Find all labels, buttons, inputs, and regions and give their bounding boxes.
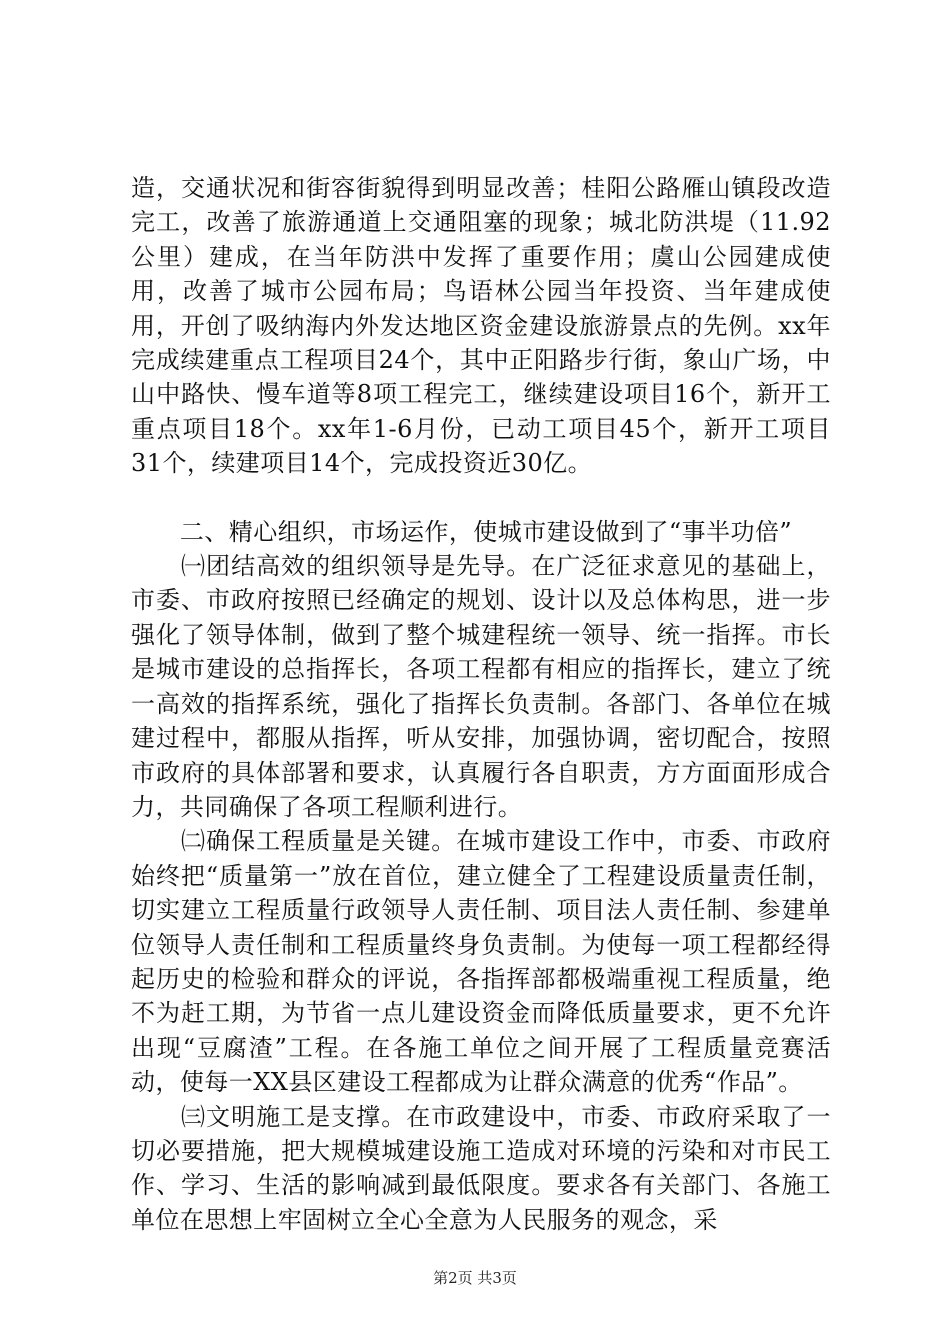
paragraph-construction: ㈢文明施工是支撑。在市政建设中，市委、市政府采取了一切必要措施，把大规模城建设施工造成对环境的污染和对市民工作、学习、生活的影响减到最低限度。要求各有关部门、各施工单位在思想上牢固树立全心全意为人民服务的观念，采 [131, 1102, 831, 1234]
section-heading: 二、精心组织，市场运作，使城市建设做到了“事半功倍” [131, 517, 793, 546]
paragraph-leadership: ㈠团结高效的组织领导是先导。在广泛征求意见的基础上，市委、市政府按照已经确定的规划、设计以及总体构思，进一步强化了领导体制，做到了整个城建程统一领导、统一指挥。市长是城市建设的总指挥长，各项工程都有相应的指挥长，建立了统一高效的指挥系统，强化了指挥长负责制。各部门、各单位在城建过程中，都服从指挥，听从安排，加强协调，密切配合，按照市政府的具体部署和要求，认真履行各自职责，方方面面形成合力，共同确保了各项工程顺利进行。 [131, 552, 831, 821]
document-body [131, 171, 831, 1237]
page-footer: 第2页 共3页 [433, 1269, 517, 1287]
paragraph-quality: ㈡确保工程质量是关键。在城市建设工作中，市委、市政府始终把“质量第一”放在首位，建立健全了工程建设质量责任制，切实建立工程质量行政领导人责任制、项目法人责任制、参建单位领导人责任制和工程质量终身负责制。为使每一项工程都经得起历史的检验和群众的评说，各指挥部都极端重视工程质量，绝不为赶工期，为节省一点儿建设资金而降低质量要求，更不允许出现“豆腐渣”工程。在各施工单位之间开展了工程质量竞赛活动，使每一XX县区建设工程都成为让群众满意的优秀“作品”。 [131, 827, 831, 1097]
paragraph-intro: 造，交通状况和街容街貌得到明显改善；桂阳公路雁山镇段改造完工，改善了旅游通道上交通阻塞的现象；城北防洪堤（11.92公里）建成，在当年防洪中发挥了重要作用；虞山公园建成使用，改善了城市公园布局；鸟语林公园当年投资、当年建成使用，开创了吸纳海内外发达地区资金建设旅游景点的先例。xx年完成续建重点工程项目24个，其中正阳路步行街，象山广场，中山中路快、慢车道等8项工程完工，继续建设项目16个，新开工重点项目18个。xx年1-6月份，已动工项目45个，新开工项目31个，续建项目14个，完成投资近30亿。 [131, 174, 831, 478]
